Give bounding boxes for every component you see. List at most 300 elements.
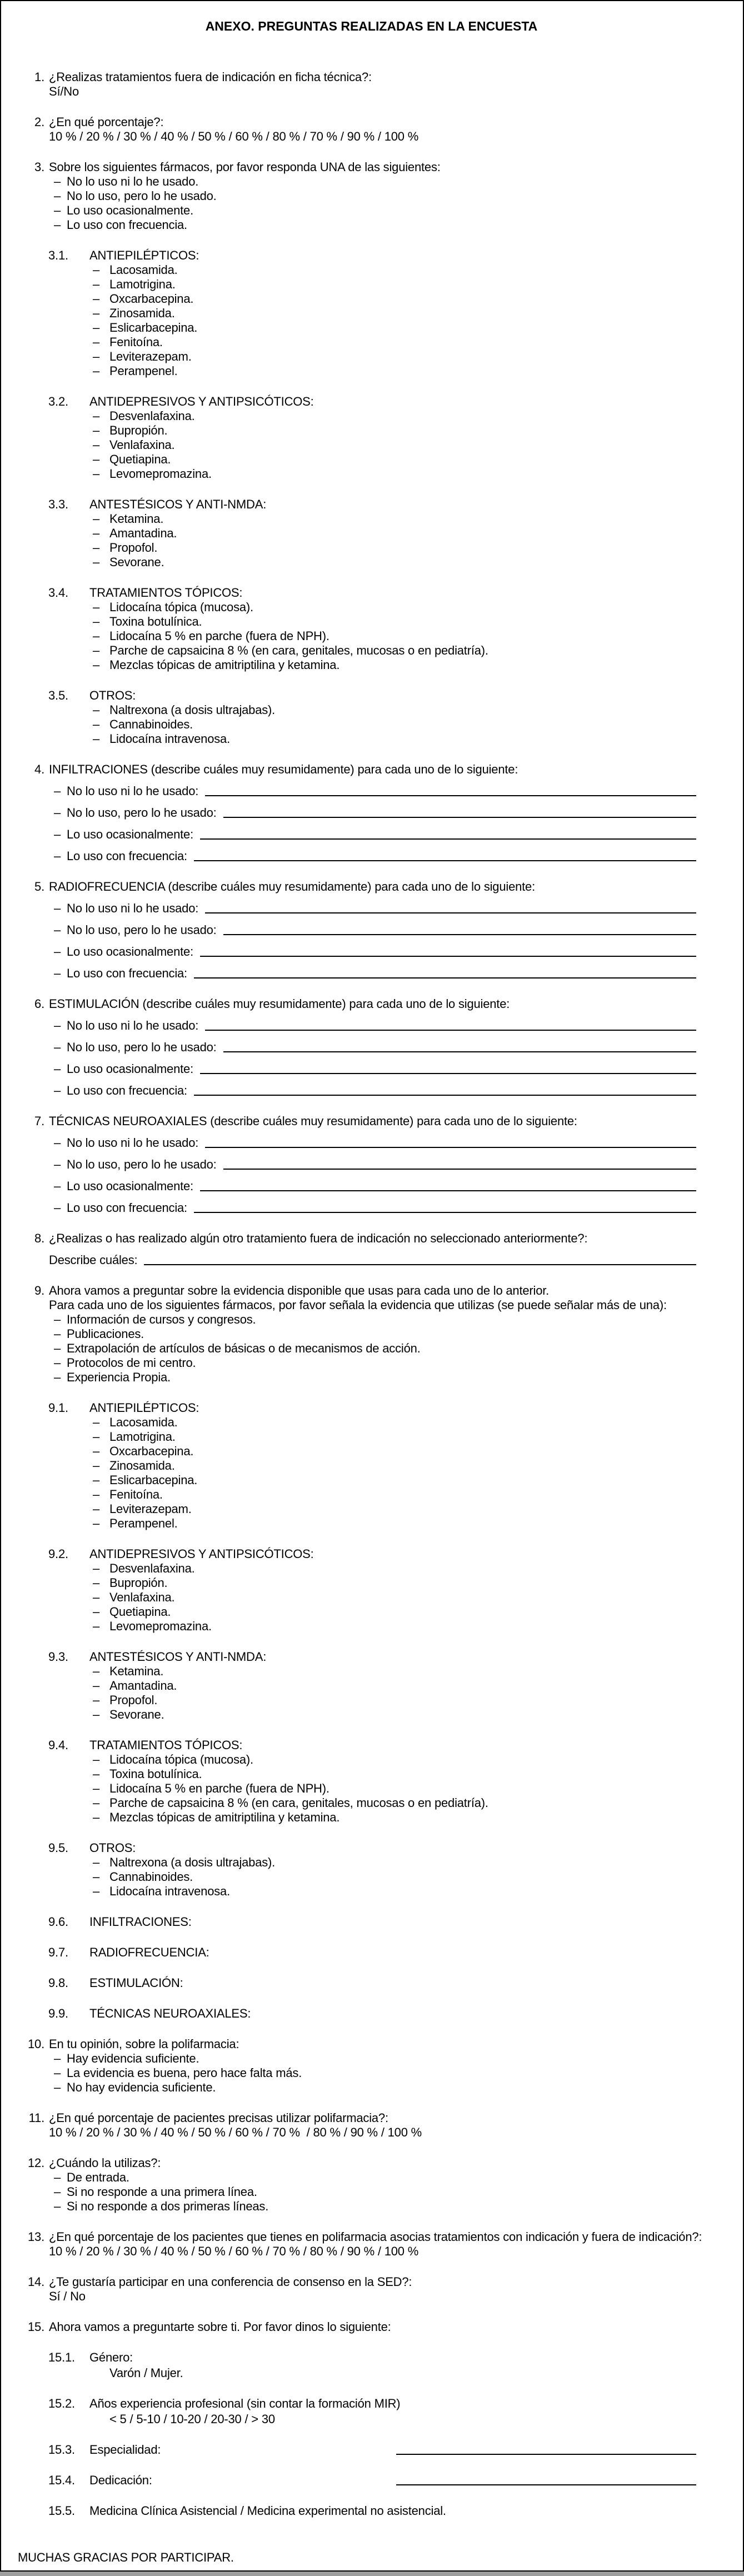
subsection-title: ANTIEPILÉPTICOS: [89, 1401, 199, 1415]
list-item [93, 600, 721, 615]
dash-bullet: – [54, 2170, 61, 2184]
list-item-text: Sevorane. [109, 555, 164, 569]
subsection-title: ANTESTÉSICOS Y ANTI-NMDA: [89, 1650, 267, 1664]
question-number: 9. [34, 1284, 44, 1297]
fill-in-blank-line [223, 934, 696, 935]
dash-bullet: – [54, 1062, 61, 1076]
fill-in-row [22, 1194, 721, 1215]
fill-in-label: Lo uso ocasionalmente: [67, 945, 193, 958]
question-row [22, 880, 721, 894]
dash-bullet: – [93, 1767, 100, 1781]
list-item [54, 1312, 721, 1327]
dash-bullet: – [93, 1430, 100, 1444]
dash-bullet: – [54, 1157, 61, 1171]
dash-bullet: – [93, 409, 100, 423]
dash-bullet: – [54, 174, 61, 188]
fill-in-label: No lo uso ni lo he usado: [67, 1019, 199, 1032]
list-item [93, 1753, 721, 1767]
list-item [93, 1781, 721, 1796]
fill-in-blank-line [194, 1095, 696, 1096]
question-row [22, 2156, 721, 2170]
list-item-text: De entrada. [67, 2170, 129, 2184]
fill-in-row [22, 959, 721, 981]
fill-in-row [22, 1076, 721, 1098]
question-number: 12. [28, 2156, 44, 2170]
list-item-text: Lamotrigina. [109, 1430, 176, 1444]
question-block [22, 160, 721, 232]
subsection-number: 9.3. [48, 1650, 68, 1664]
dash-bullet: – [54, 901, 61, 915]
list-item [93, 1619, 721, 1634]
question-text-line: ESTIMULACIÓN (describe cuáles muy resumidamente) para cada uno de lo siguiente: [49, 997, 510, 1011]
list-item-text: Lidocaína tópica (mucosa). [109, 600, 253, 614]
question-block [22, 2230, 721, 2259]
question-text-line: INFILTRACIONES (describe cuáles muy resumidamente) para cada uno de lo siguiente: [49, 762, 518, 776]
dash-bullet: – [93, 555, 100, 569]
list-item [93, 335, 721, 350]
list-item-text: Perampenel. [109, 364, 178, 378]
subsection-heading [48, 1915, 721, 1929]
question-row [22, 2111, 721, 2125]
fill-in-blank-line [144, 1264, 696, 1265]
list-item [93, 717, 721, 732]
question-text-line: ¿En qué porcentaje de pacientes precisas utilizar polifarmacia?: [49, 2111, 388, 2125]
list-item [93, 526, 721, 541]
fill-in-blank-line [205, 912, 696, 913]
answer-options: Sí / No [49, 2289, 86, 2303]
list-item [54, 2051, 721, 2066]
subsection-title: Género: [89, 2350, 133, 2364]
subsection-block [48, 248, 721, 378]
subsection-title: ANTIEPILÉPTICOS: [89, 248, 199, 262]
subsection-title: Años experiencia profesional (sin contar la formación MIR) [89, 2397, 401, 2410]
list-item [93, 277, 721, 292]
question-text [49, 160, 721, 174]
page-title: ANEXO. PREGUNTAS REALIZADAS EN LA ENCUESTA [205, 19, 538, 33]
dash-bullet: – [93, 1781, 100, 1795]
list-item-text: No lo uso, pero lo he usado. [67, 189, 217, 203]
list-item [93, 512, 721, 526]
subsection-number: 9.9. [48, 2006, 68, 2020]
list-item-text: Oxcarbacepina. [109, 1444, 194, 1458]
subsection-block [48, 1945, 721, 1960]
dash-bullet: – [93, 541, 100, 555]
question-row [22, 1284, 721, 1312]
dash-bullet: – [54, 966, 61, 980]
fill-in-blank-line [223, 1051, 696, 1052]
question-row [22, 997, 721, 1011]
dash-bullet: – [93, 1590, 100, 1604]
question-row [22, 115, 721, 129]
list-item-text: Amantadina. [109, 1679, 177, 1693]
question-number: 10. [28, 2037, 44, 2051]
list-item-text: Cannabinoides. [109, 717, 193, 731]
list-item-text: Lamotrigina. [109, 277, 176, 291]
dash-bullet: – [54, 203, 61, 217]
question-row [22, 2275, 721, 2289]
list-item-text: Lo uso con frecuencia. [67, 218, 187, 232]
subsection-number: 9.2. [48, 1547, 68, 1561]
subsection-heading [48, 2443, 721, 2457]
question-text-line: ¿Cuándo la utilizas?: [49, 2156, 161, 2170]
fill-in-label: Lo uso con frecuencia: [67, 966, 187, 980]
questions-container [22, 70, 721, 2518]
question-number: 3. [34, 160, 44, 174]
subsection-number: 9.8. [48, 1976, 68, 1990]
dash-bullet: – [54, 2185, 61, 2199]
question-number: 6. [34, 997, 44, 1011]
question-block [22, 997, 721, 1098]
dash-bullet: – [93, 615, 100, 628]
question-block [22, 2111, 721, 2140]
list-item [93, 615, 721, 629]
subsection-number: 3.3. [48, 497, 68, 511]
list-item [93, 1576, 721, 1590]
fill-in-label: Lo uso con frecuencia: [67, 1084, 187, 1097]
question-number: 5. [34, 880, 44, 893]
dash-bullet: – [54, 1327, 61, 1341]
fill-in-blank-line [200, 956, 696, 957]
fill-in-blank-line [205, 1147, 696, 1148]
dash-bullet: – [54, 218, 61, 232]
question-row [22, 2037, 721, 2051]
question-text [49, 2037, 721, 2051]
subsection-block [48, 1401, 721, 1531]
dash-bullet: – [54, 1019, 61, 1032]
question-text [49, 2230, 721, 2244]
dash-bullet: – [93, 643, 100, 657]
question-text [49, 2156, 721, 2170]
answer-options: < 5 / 5-10 / 10-20 / 20-30 / > 30 [109, 2412, 275, 2426]
dash-bullet: – [54, 945, 61, 958]
subsection-heading [48, 1945, 721, 1960]
dash-bullet: – [93, 452, 100, 466]
subsection-number: 15.1. [48, 2350, 75, 2364]
subsection-title: Especialidad: [89, 2443, 161, 2457]
list-item [93, 438, 721, 452]
subsection-heading [48, 1401, 721, 1415]
list-item [93, 1502, 721, 1516]
subsection-title: ESTIMULACIÓN: [89, 1976, 183, 1990]
list-item-text: Leviterazepam. [109, 350, 192, 363]
list-item-text: Hay evidencia suficiente. [67, 2051, 199, 2065]
dash-bullet: – [54, 784, 61, 798]
subsection-block [48, 1976, 721, 1990]
question-block [22, 70, 721, 99]
list-item-text: Toxina botulínica. [109, 615, 202, 628]
dash-bullet: – [93, 277, 100, 291]
list-item [93, 1664, 721, 1679]
list-item [93, 1605, 721, 1619]
question-text [49, 1284, 721, 1312]
question-text [49, 1114, 721, 1129]
question-row [22, 2320, 721, 2334]
subsection-block [48, 1547, 721, 1634]
subsection-heading [48, 1841, 721, 1855]
question-text [49, 2320, 721, 2334]
fill-in-blank-line [396, 2454, 696, 2455]
list-item-text: Fenitoína. [109, 335, 163, 349]
fill-in-label: Describe cuáles: [49, 1253, 138, 1267]
fill-in-blank-line [396, 2484, 696, 2485]
list-item [93, 703, 721, 717]
subsection-title: RADIOFRECUENCIA: [89, 1945, 209, 1959]
list-item [93, 423, 721, 438]
dash-bullet: – [93, 1605, 100, 1619]
list-item-text: Propofol. [109, 1693, 158, 1707]
list-item-text: Mezclas tópicas de amitriptilina y ketamina. [109, 1810, 340, 1824]
list-item-text: Propofol. [109, 541, 158, 555]
list-item [93, 364, 721, 378]
fill-in-label: No lo uso, pero lo he usado: [67, 923, 217, 937]
question-row [22, 1231, 721, 1246]
question-number: 1. [34, 70, 44, 84]
answer-options: Varón / Mujer. [109, 2366, 183, 2380]
question-number: 4. [34, 762, 44, 776]
subsection-title: ANTIDEPRESIVOS Y ANTIPSICÓTICOS: [89, 1547, 314, 1561]
list-item [93, 1767, 721, 1781]
question-row [22, 160, 721, 174]
subsection-heading [48, 1547, 721, 1561]
list-item-text: Amantadina. [109, 526, 177, 540]
dash-bullet: – [93, 467, 100, 481]
list-item-text: Eslicarbacepina. [109, 321, 198, 335]
subsection-heading [48, 2350, 721, 2365]
question-text-line: Para cada uno de los siguientes fármacos, por favor señala la evidencia que utilizas (se puede señalar más de una): [49, 1298, 667, 1312]
subsection-heading [48, 1976, 721, 1990]
subsection-number: 9.6. [48, 1915, 68, 1929]
fill-in-label: No lo uso ni lo he usado: [67, 784, 199, 798]
fill-in-row [22, 1150, 721, 1172]
dash-bullet: – [54, 1179, 61, 1193]
subsection-number: 3.4. [48, 586, 68, 600]
question-text-line: ¿Realizas o has realizado algún otro tratamiento fuera de indicación no seleccionado anteriormente?: [49, 1231, 588, 1245]
dash-bullet: – [93, 438, 100, 452]
list-item [93, 1459, 721, 1473]
list-item [93, 658, 721, 672]
list-item [93, 643, 721, 658]
subsection-title: TRATAMIENTOS TÓPICOS: [89, 1738, 243, 1752]
fill-in-label: Lo uso con frecuencia: [67, 1201, 187, 1215]
fill-in-row [22, 894, 721, 916]
list-item [93, 629, 721, 643]
list-item [93, 306, 721, 321]
list-item [93, 732, 721, 746]
subsection-number: 15.5. [48, 2504, 75, 2518]
list-item [93, 1430, 721, 1444]
fill-in-row [22, 820, 721, 842]
list-item-text: Lidocaína tópica (mucosa). [109, 1753, 253, 1766]
question-row [22, 1114, 721, 1129]
list-item [54, 174, 721, 189]
list-item [93, 1796, 721, 1810]
subsection-block [48, 1915, 721, 1929]
fill-in-row [22, 916, 721, 937]
subsection-title: OTROS: [89, 1841, 136, 1855]
list-item [93, 1561, 721, 1576]
list-item-text: Lidocaína 5 % en parche (fuera de NPH). [109, 629, 329, 643]
dash-bullet: – [93, 1473, 100, 1487]
list-item [93, 1473, 721, 1487]
list-item-text: Naltrexona (a dosis ultrajabas). [109, 703, 276, 717]
dash-bullet: – [93, 1561, 100, 1575]
list-item-text: Mezclas tópicas de amitriptilina y ketamina. [109, 658, 340, 672]
dash-bullet: – [93, 1415, 100, 1429]
subsection-heading [48, 2504, 721, 2518]
question-text [49, 70, 721, 84]
list-item-text: La evidencia es buena, pero hace falta más. [67, 2066, 302, 2080]
list-item-text: Leviterazepam. [109, 1502, 192, 1516]
question-block [22, 1284, 721, 1385]
subsection-heading [48, 2397, 721, 2411]
dash-bullet: – [54, 1356, 61, 1370]
subsection-number: 15.2. [48, 2397, 75, 2410]
list-item [93, 467, 721, 481]
list-item [93, 541, 721, 555]
list-item-text: Zinosamida. [109, 306, 175, 320]
list-item-text: Oxcarbacepina. [109, 292, 194, 306]
list-item [93, 1810, 721, 1825]
question-block [22, 762, 721, 863]
question-text-line: RADIOFRECUENCIA (describe cuáles muy resumidamente) para cada uno de lo siguiente: [49, 880, 535, 893]
list-item [93, 1487, 721, 1502]
subsection-block [48, 1738, 721, 1825]
subsection-number: 3.1. [48, 248, 68, 262]
question-block [22, 2275, 721, 2304]
fill-in-blank-line [205, 795, 696, 796]
subsection-block [48, 586, 721, 672]
list-item [54, 203, 721, 218]
dash-bullet: – [54, 1341, 61, 1355]
fill-in-row [22, 1011, 721, 1033]
dash-bullet: – [54, 1084, 61, 1097]
list-item-text: Eslicarbacepina. [109, 1473, 198, 1487]
list-item [93, 1693, 721, 1708]
fill-in-row [22, 1055, 721, 1076]
fill-in-blank-line [223, 817, 696, 818]
list-item [93, 321, 721, 335]
dash-bullet: – [54, 1136, 61, 1150]
subsection-number: 3.5. [48, 688, 68, 702]
list-item-text: Levomepromazina. [109, 1619, 212, 1633]
fill-in-label: Lo uso ocasionalmente: [67, 827, 193, 841]
subsection-block [48, 688, 721, 746]
list-item [54, 218, 721, 232]
fill-in-blank-line [194, 1212, 696, 1213]
list-item-text: Desvenlafaxina. [109, 409, 195, 423]
subsection-heading [48, 248, 721, 263]
subsection-number: 9.4. [48, 1738, 68, 1752]
subsection-heading [48, 2006, 721, 2021]
dash-bullet: – [93, 364, 100, 378]
list-item-text: Venlafaxina. [109, 438, 175, 452]
dash-bullet: – [93, 335, 100, 349]
subsection-block [48, 2504, 721, 2518]
dash-bullet: – [54, 2199, 61, 2213]
list-item-text: Perampenel. [109, 1516, 178, 1530]
subsection-heading [48, 1738, 721, 1753]
fill-in-row [22, 1033, 721, 1055]
question-text-line: ¿En qué porcentaje de los pacientes que tienes en polifarmacia asocias tratamientos con indicación y fuera de indicación?: [49, 2230, 702, 2244]
answer-options: Sí/No [49, 84, 79, 98]
list-item-text: Ketamina. [109, 512, 164, 526]
list-item-text: Fenitoína. [109, 1487, 163, 1501]
question-number: 14. [28, 2275, 44, 2289]
subsection-block [48, 2397, 721, 2427]
dash-bullet: – [54, 827, 61, 841]
question-text-line: Ahora vamos a preguntarte sobre ti. Por favor dinos lo siguiente: [49, 2320, 391, 2334]
question-block [22, 1114, 721, 1215]
subsection-number: 3.2. [48, 395, 68, 408]
subsection-title: INFILTRACIONES: [89, 1915, 192, 1929]
dash-bullet: – [93, 1884, 100, 1898]
fill-in-row [22, 937, 721, 959]
fill-in-row [22, 842, 721, 863]
list-item [93, 1855, 721, 1870]
list-item [54, 1327, 721, 1341]
list-item-text: Protocolos de mi centro. [67, 1356, 196, 1370]
list-item [54, 2199, 721, 2214]
subsection-block [48, 2350, 721, 2380]
dash-bullet: – [54, 849, 61, 863]
subsection-heading [48, 688, 721, 703]
dash-bullet: – [93, 703, 100, 717]
dash-bullet: – [93, 1693, 100, 1707]
subsection-number: 9.1. [48, 1401, 68, 1415]
question-text [49, 997, 721, 1011]
dash-bullet: – [54, 189, 61, 203]
dash-bullet: – [93, 1516, 100, 1530]
list-item-text: Desvenlafaxina. [109, 1561, 195, 1575]
list-item [93, 1415, 721, 1430]
list-item-text: Lidocaína intravenosa. [109, 732, 230, 746]
fill-in-label: Lo uso ocasionalmente: [67, 1179, 193, 1193]
fill-in-label: Lo uso ocasionalmente: [67, 1062, 193, 1076]
dash-bullet: – [93, 717, 100, 731]
list-item [93, 409, 721, 423]
list-item-text: Bupropión. [109, 423, 168, 437]
dash-bullet: – [54, 2051, 61, 2065]
list-item-text: Extrapolación de artículos de básicas o de mecanismos de acción. [67, 1341, 421, 1355]
question-text [49, 880, 721, 894]
list-item [93, 1444, 721, 1459]
list-item-text: Parche de capsaicina 8 % (en cara, genitales, mucosas o en pediatría). [109, 1796, 488, 1810]
list-item [93, 1590, 721, 1605]
dash-bullet: – [93, 1459, 100, 1472]
subsection-title: OTROS: [89, 688, 136, 702]
question-text [49, 2111, 721, 2125]
dash-bullet: – [93, 1796, 100, 1810]
list-item-text: Lacosamida. [109, 1415, 178, 1429]
question-text-line: TÉCNICAS NEUROAXIALES (describe cuáles muy resumidamente) para cada uno de lo siguiente: [49, 1114, 577, 1128]
dash-bullet: – [93, 423, 100, 437]
subsection-title: ANTIDEPRESIVOS Y ANTIPSICÓTICOS: [89, 395, 314, 408]
dash-bullet: – [93, 526, 100, 540]
question-block [22, 2037, 721, 2095]
list-item [54, 2185, 721, 2199]
fill-in-blank-line [200, 838, 696, 840]
subsection-title: TRATAMIENTOS TÓPICOS: [89, 586, 243, 600]
subsection-block [48, 1650, 721, 1722]
dash-bullet: – [93, 321, 100, 335]
list-item-text: Lacosamida. [109, 263, 178, 277]
question-text-line: En tu opinión, sobre la polifarmacia: [49, 2037, 239, 2051]
list-item [93, 1708, 721, 1722]
list-item-text: Lidocaína intravenosa. [109, 1884, 230, 1898]
dash-bullet: – [54, 806, 61, 820]
dash-bullet: – [93, 1753, 100, 1766]
fill-in-row [22, 777, 721, 798]
